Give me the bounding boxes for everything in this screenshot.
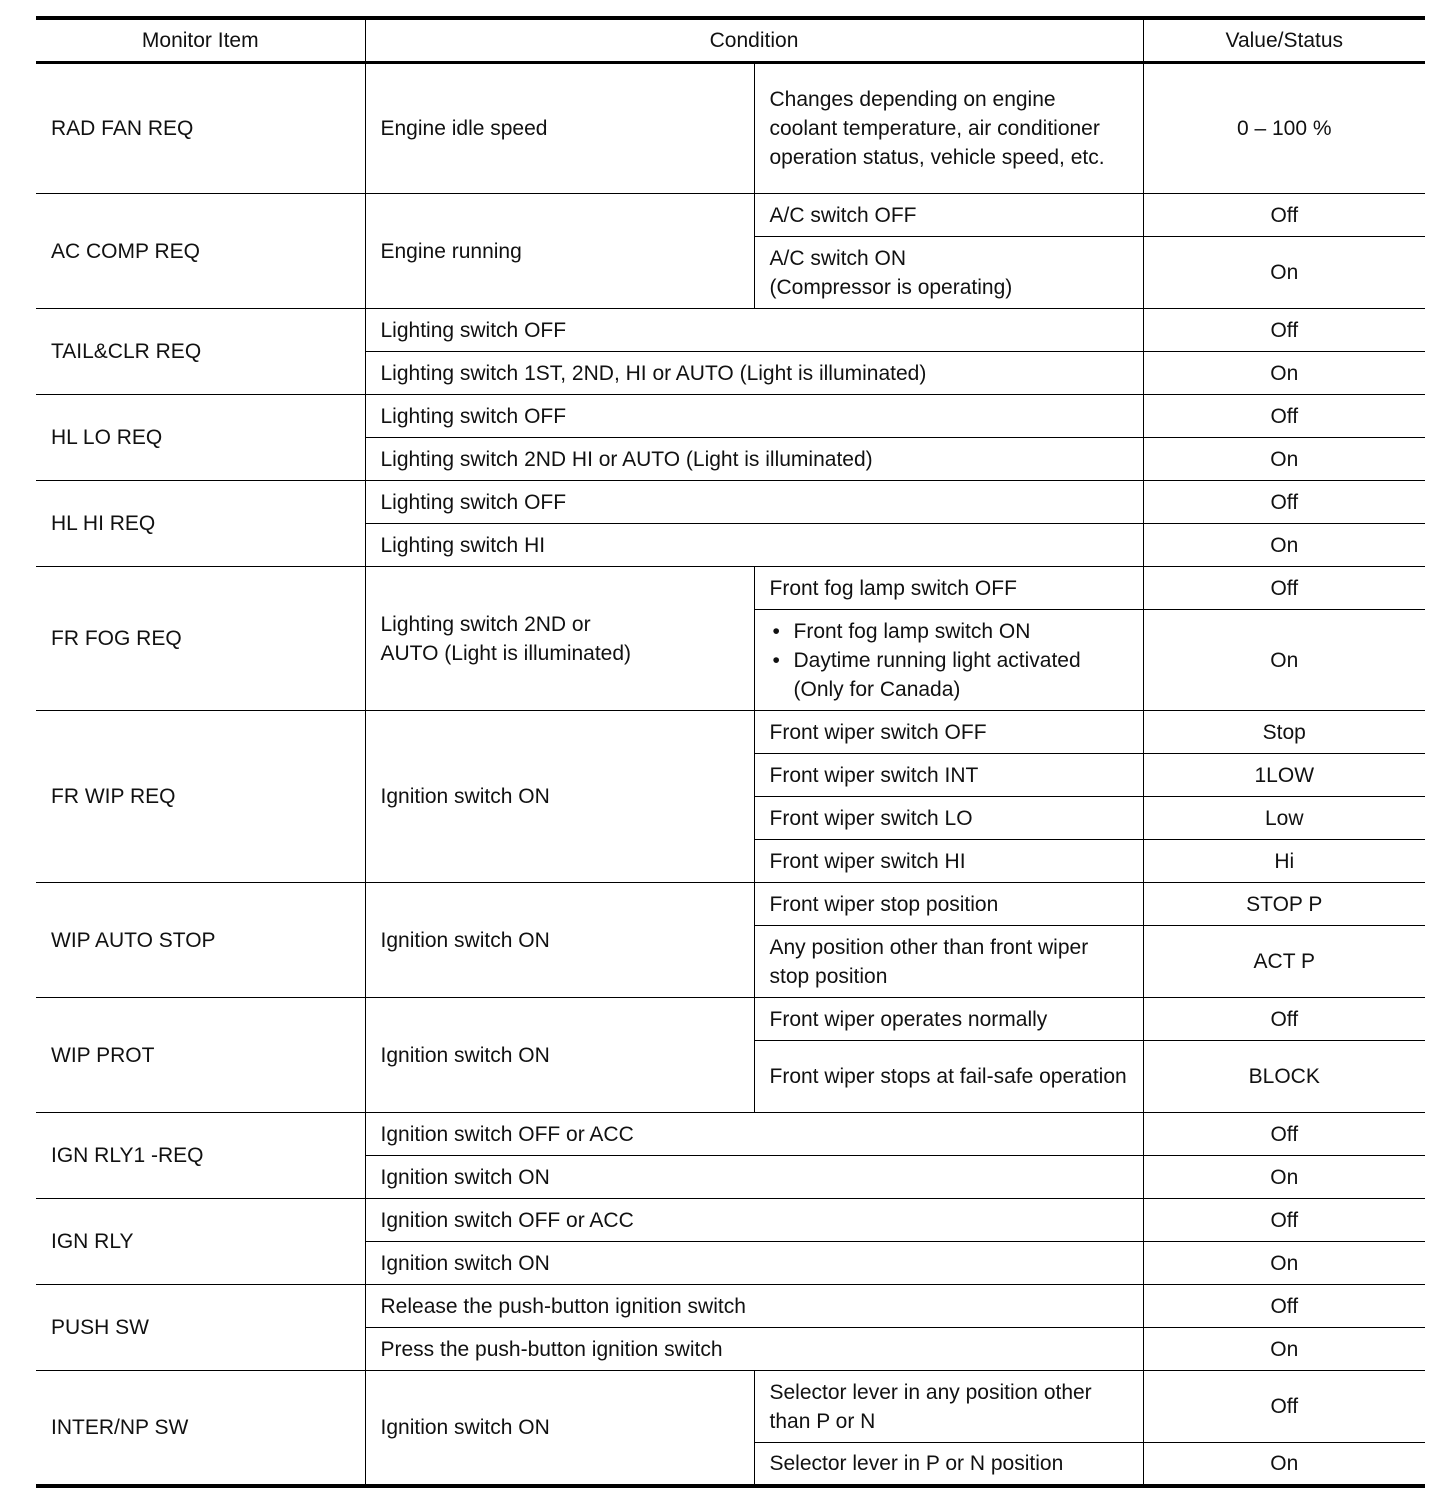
value-status: 1LOW	[1143, 754, 1425, 797]
value-status: On	[1143, 1156, 1425, 1199]
monitor-item: FR FOG REQ	[36, 567, 365, 711]
condition: Ignition switch ON	[365, 883, 754, 998]
sub-condition: Front wiper switch HI	[754, 840, 1143, 883]
value-status: Off	[1143, 481, 1425, 524]
value-status: On	[1143, 1242, 1425, 1285]
value-status: Off	[1143, 395, 1425, 438]
table-row	[36, 1285, 1425, 1328]
condition: Ignition switch ON	[365, 1371, 754, 1486]
value-status: On	[1143, 1443, 1425, 1486]
value-status: Hi	[1143, 840, 1425, 883]
condition: Ignition switch ON	[365, 1242, 1143, 1285]
sub-condition: Selector lever in P or N position	[754, 1443, 1143, 1486]
monitor-item-table	[36, 16, 1425, 1488]
table-row	[36, 883, 1425, 926]
condition-line: AUTO (Light is illuminated)	[380, 641, 632, 665]
monitor-item: HL LO REQ	[36, 395, 365, 481]
value-status: On	[1143, 352, 1425, 395]
monitor-item: WIP PROT	[36, 998, 365, 1113]
table-row	[36, 711, 1425, 754]
sub-condition	[754, 237, 1143, 309]
value-status: Off	[1143, 1371, 1425, 1443]
table-row	[36, 998, 1425, 1041]
condition-line: Lighting switch 2ND or	[380, 612, 591, 636]
monitor-item: AC COMP REQ	[36, 194, 365, 309]
table-row	[36, 63, 1425, 194]
table-row	[36, 567, 1425, 610]
monitor-item: HL HI REQ	[36, 481, 365, 567]
value-status: Off	[1143, 1285, 1425, 1328]
bullet-list	[770, 617, 1128, 704]
value-status: STOP P	[1143, 883, 1425, 926]
condition: Engine running	[365, 194, 754, 309]
condition: Release the push-button ignition switch	[365, 1285, 1143, 1328]
table-row	[36, 1371, 1425, 1443]
table-row	[36, 481, 1425, 524]
monitor-item: RAD FAN REQ	[36, 63, 365, 194]
value-status: On	[1143, 237, 1425, 309]
header-monitor-item: Monitor Item	[36, 18, 365, 63]
sub-condition-line: A/C switch ON	[769, 246, 907, 270]
condition: Lighting switch HI	[365, 524, 1143, 567]
value-status: Off	[1143, 1113, 1425, 1156]
value-status: Low	[1143, 797, 1425, 840]
sub-condition: Front wiper stop position	[754, 883, 1143, 926]
monitor-item: WIP AUTO STOP	[36, 883, 365, 998]
value-status: Off	[1143, 998, 1425, 1041]
condition: Lighting switch OFF	[365, 395, 1143, 438]
monitor-item: PUSH SW	[36, 1285, 365, 1371]
table-row	[36, 395, 1425, 438]
condition: Ignition switch ON	[365, 1156, 1143, 1199]
value-status: On	[1143, 524, 1425, 567]
condition: Ignition switch ON	[365, 998, 754, 1113]
sub-condition: Front wiper switch LO	[754, 797, 1143, 840]
table-row	[36, 194, 1425, 237]
monitor-item: FR WIP REQ	[36, 711, 365, 883]
condition: Ignition switch OFF or ACC	[365, 1113, 1143, 1156]
monitor-item: INTER/NP SW	[36, 1371, 365, 1486]
bullet-item: • Front fog lamp switch ON	[770, 617, 1128, 646]
value-status: Off	[1143, 1199, 1425, 1242]
condition: Lighting switch 2ND HI or AUTO (Light is illuminated)	[365, 438, 1143, 481]
condition: Lighting switch 1ST, 2ND, HI or AUTO (Light is illuminated)	[365, 352, 1143, 395]
monitor-item: IGN RLY	[36, 1199, 365, 1285]
header-value-status: Value/Status	[1143, 18, 1425, 63]
sub-condition: Front wiper switch OFF	[754, 711, 1143, 754]
value-status: Off	[1143, 194, 1425, 237]
header-condition: Condition	[365, 18, 1143, 63]
sub-condition-line: (Compressor is operating)	[769, 275, 1013, 299]
condition: Engine idle speed	[365, 63, 754, 194]
sub-condition: Front wiper stops at fail-safe operation	[754, 1041, 1143, 1113]
condition: Lighting switch OFF	[365, 481, 1143, 524]
bullet-item: • Daytime running light activated (Only for Canada)	[770, 646, 1128, 704]
condition	[365, 567, 754, 711]
condition: Ignition switch OFF or ACC	[365, 1199, 1143, 1242]
condition: Lighting switch OFF	[365, 309, 1143, 352]
sub-condition	[754, 610, 1143, 711]
value-status: ACT P	[1143, 926, 1425, 998]
value-status: BLOCK	[1143, 1041, 1425, 1113]
value-status: Off	[1143, 309, 1425, 352]
value-status: On	[1143, 1328, 1425, 1371]
value-status: On	[1143, 610, 1425, 711]
value-status: 0 – 100 %	[1143, 63, 1425, 194]
condition: Ignition switch ON	[365, 711, 754, 883]
sub-condition: Selector lever in any position other than P or N	[754, 1371, 1143, 1443]
value-status: Off	[1143, 567, 1425, 610]
sub-condition: Front wiper operates normally	[754, 998, 1143, 1041]
sub-condition: Changes depending on engine coolant temperature, air conditioner operation status, vehicle speed, etc.	[754, 63, 1143, 194]
sub-condition: Any position other than front wiper stop position	[754, 926, 1143, 998]
monitor-item: IGN RLY1 -REQ	[36, 1113, 365, 1199]
condition: Press the push-button ignition switch	[365, 1328, 1143, 1371]
table-row	[36, 1113, 1425, 1156]
sub-condition: Front fog lamp switch OFF	[754, 567, 1143, 610]
value-status: Stop	[1143, 711, 1425, 754]
value-status: On	[1143, 438, 1425, 481]
header-row	[36, 18, 1425, 63]
monitor-item: TAIL&CLR REQ	[36, 309, 365, 395]
sub-condition: A/C switch OFF	[754, 194, 1143, 237]
table-row	[36, 1199, 1425, 1242]
table-row	[36, 309, 1425, 352]
sub-condition: Front wiper switch INT	[754, 754, 1143, 797]
